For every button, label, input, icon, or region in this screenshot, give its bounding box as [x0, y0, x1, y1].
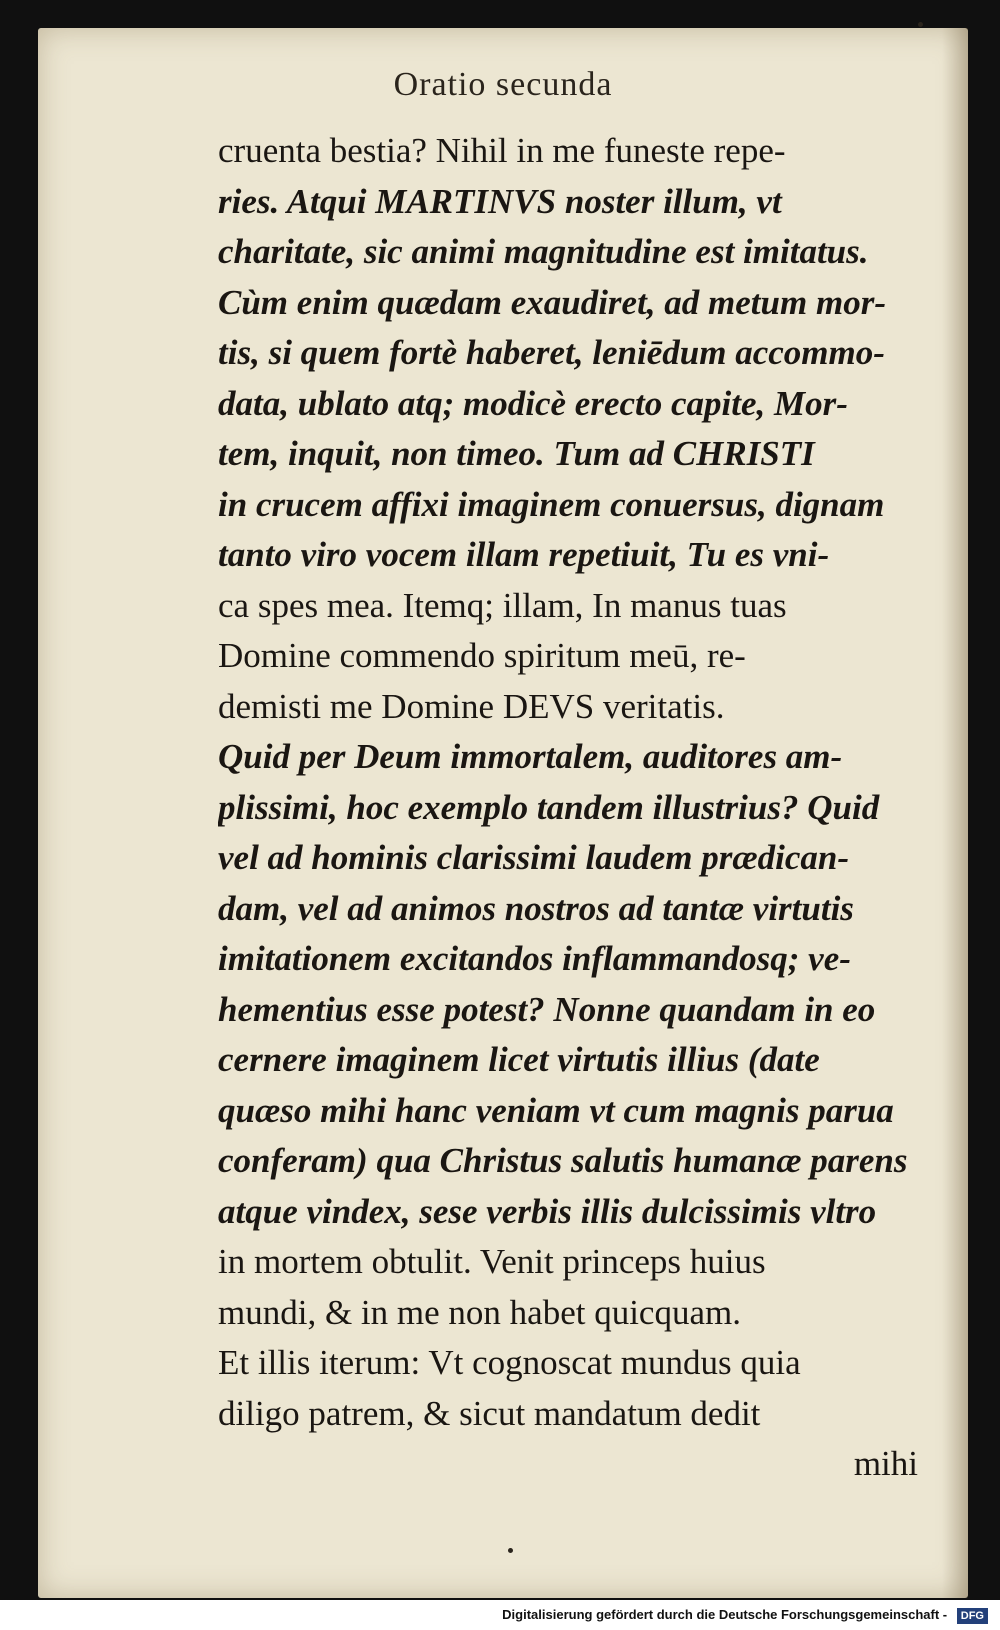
text-line: mundi, & in me non habet quicquam. — [218, 1292, 741, 1332]
text-line: imitationem excitandos inflammandosq; ve- — [218, 939, 851, 978]
running-header: Oratio secunda — [393, 66, 613, 103]
text-line: diligo patrem, & sicut mandatum dedit — [218, 1393, 761, 1433]
text-line: Quid per Deum immortalem, auditores am- — [218, 737, 843, 776]
text-line: plissimi, hoc exemplo tandem illustrius? Quid — [218, 787, 880, 827]
text-line: cernere imaginem licet virtutis illius (date — [218, 1040, 820, 1079]
text-line: cruenta bestia? Nihil in me funeste repe- — [218, 131, 786, 170]
text-line: Et illis iterum: Vt cognoscat mundus quia — [218, 1343, 801, 1382]
text-line: ries. Atqui MARTINVS noster illum, vt — [218, 181, 782, 221]
text-line: atque vindex, sese verbis illis dulcissimis vltro — [218, 1191, 877, 1231]
catchword: mihi — [853, 1444, 918, 1483]
text-line: vel ad hominis clarissimi laudem prædican- — [218, 838, 850, 877]
text-line: tis, si quem fortè haberet, leniēdum accommo- — [218, 333, 885, 372]
page-text — [218, 126, 918, 1490]
text-line: tanto viro vocem illam repetiuit, Tu es vni- — [218, 535, 830, 574]
ink-spot — [918, 22, 923, 27]
text-line: hementius esse potest? Nonne quandam in eo — [218, 989, 876, 1029]
text-line: dam, vel ad animos nostros ad tantæ virtutis — [218, 888, 854, 928]
text-line: in crucem affixi imaginem conuersus, dignam — [218, 484, 885, 524]
digitization-footer — [0, 1600, 1000, 1630]
text-line: charitate, sic animi magnitudine est imitatus. — [218, 232, 869, 271]
text-line: conferam) qua Christus salutis humanæ parens — [218, 1141, 908, 1180]
text-line: data, ublato atq; modicè erecto capite, Mor- — [218, 383, 848, 423]
text-line: in mortem obtulit. Venit princeps huius — [218, 1242, 766, 1281]
text-line: ca spes mea. Itemq; illam, In manus tuas — [218, 585, 787, 625]
ink-spot — [508, 1548, 513, 1553]
text-line: tem, inquit, non timeo. Tum ad CHRISTI — [218, 434, 815, 473]
text-line: Domine commendo spiritum meū, re- — [218, 636, 746, 675]
funding-credit: Digitalisierung gefördert durch die Deutsche Forschungsgemeinschaft - — [502, 1607, 948, 1622]
text-line: Cùm enim quædam exaudiret, ad metum mor- — [218, 282, 886, 322]
book-page — [38, 28, 968, 1598]
text-line: quæso mihi hanc veniam vt cum magnis parua — [218, 1090, 894, 1130]
text-line: demisti me Domine DEVS veritatis. — [218, 686, 725, 726]
dfg-logo: DFG — [957, 1608, 988, 1624]
